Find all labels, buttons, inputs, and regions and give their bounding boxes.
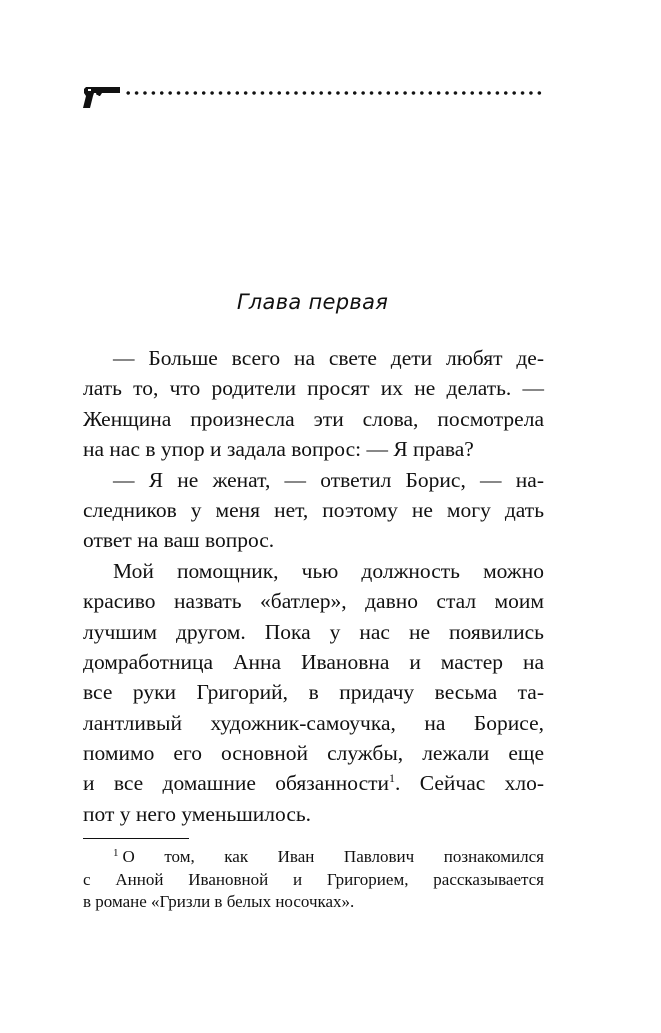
chapter-ornament (80, 84, 550, 110)
text-line: — Я не женат, — ответил Борис, — на- (113, 467, 544, 492)
text-line: ответ на ваш вопрос. (83, 528, 275, 553)
footnote-divider (83, 838, 189, 839)
text-line: следников у меня нет, поэтому не могу дать (83, 497, 544, 522)
text-line: лать то, что родители просят их не делать. — (83, 376, 544, 401)
text-line-with-footnote (83, 768, 544, 798)
revolver-icon (80, 84, 124, 110)
text-fragment: и все домашние обязанности (83, 771, 390, 796)
text-line: лучшим другом. Пока у нас не появились (83, 619, 544, 644)
footnote-number: 1 (113, 847, 119, 859)
text-line: помимо его основной службы, лежали еще (83, 741, 544, 766)
text-line: — Больше всего на свете дети любят де- (113, 346, 544, 370)
chapter-title: Глава первая (236, 290, 389, 314)
footnote (83, 846, 544, 914)
text-line: лантливый художник-самоучка, на Борисе, (83, 710, 544, 735)
footnote-text: О том, как Иван Павлович познакомился (122, 847, 544, 866)
dotted-rule (124, 90, 546, 96)
body-text (83, 343, 544, 829)
text-line: пот у него уменьшилось. (83, 801, 312, 826)
text-line: красиво назвать «батлер», давно стал моим (83, 589, 544, 614)
text-line: Мой помощник, чью должность можно (113, 558, 544, 583)
text-line: Женщина произнесла эти слова, посмотрела (83, 406, 544, 431)
text-line: на нас в упор и задала вопрос: — Я права? (83, 437, 474, 462)
text-fragment: . Сейчас хло- (395, 771, 544, 796)
text-line: домработница Анна Ивановна и мастер на (83, 649, 544, 674)
text-line: все руки Григорий, в придачу весьма та- (83, 680, 544, 705)
footnote-reference[interactable]: 1 (389, 771, 396, 786)
footnote-line: с Анной Ивановной и Григорием, рассказывается (83, 869, 544, 889)
footnote-line (83, 846, 544, 869)
footnote-line: в романе «Гризли в белых носочках». (83, 892, 355, 911)
